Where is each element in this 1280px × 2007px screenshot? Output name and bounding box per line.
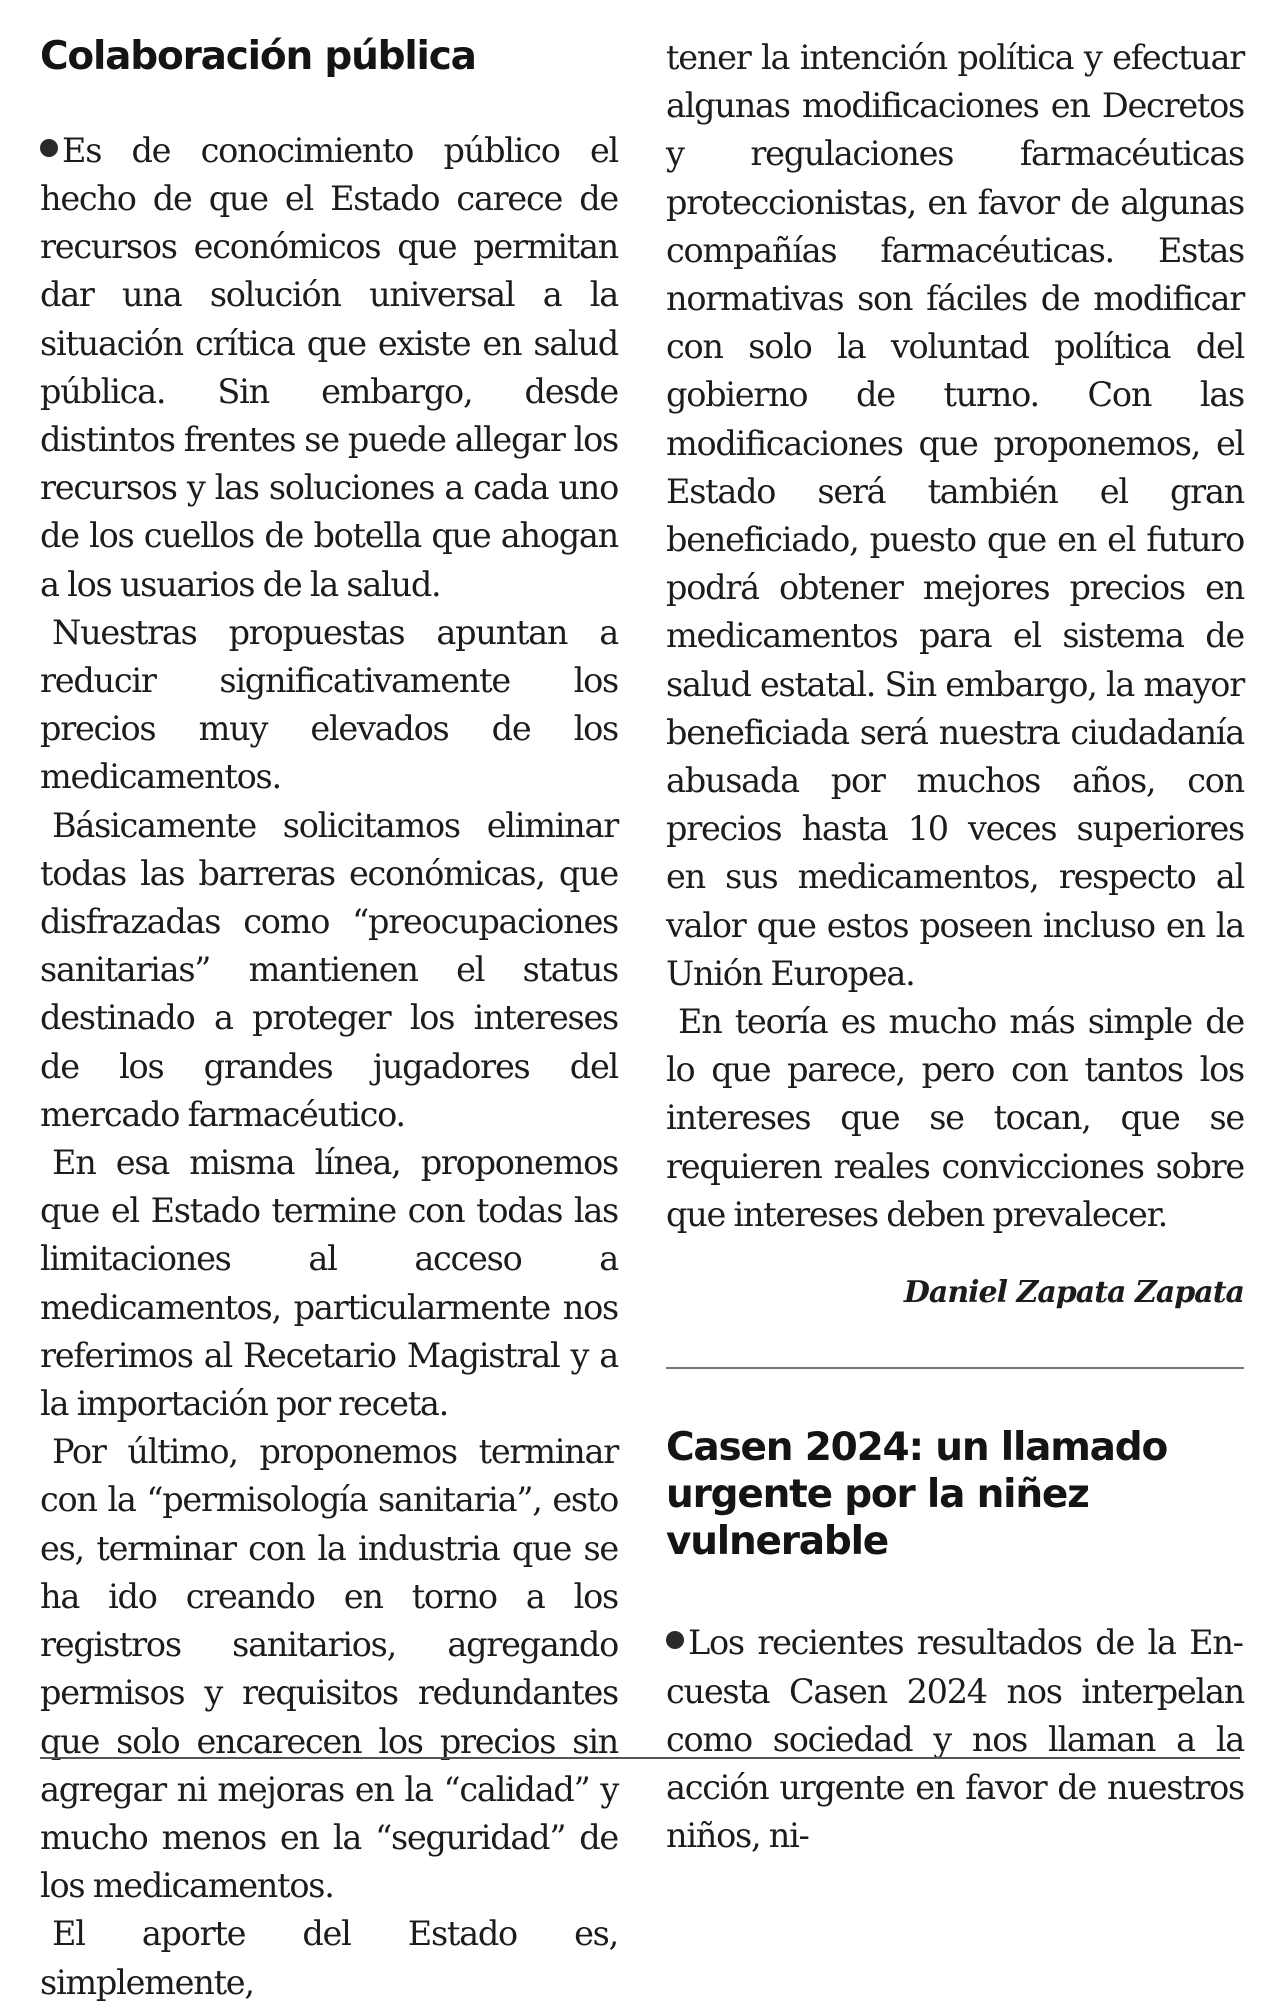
article-body	[666, 1619, 1244, 1860]
paragraph-continued: El aporte del Estado es, simplemente,	[40, 1914, 618, 2002]
paragraph: En teoría es mucho más simple de lo que parece, pero con tantos los intereses que se tocan, que se requieren reales convicciones sobre que intereses deben prevalecer.	[666, 1002, 1244, 1234]
left-column	[40, 34, 618, 2007]
article-title: Colaboración pública	[40, 34, 476, 79]
article-body-continued	[666, 34, 1244, 1239]
bottom-divider	[40, 1757, 1240, 1759]
paragraph: Básicamente solicitamos eliminar todas las barreras económicas, que disfrazadas como “preocupaciones sanitarias” mantienen el status destinado a proteger los intereses de los grandes jugadores del mercado farmacéutico.	[40, 805, 618, 1134]
author-signature: Daniel Zapata Zapata	[903, 1275, 1244, 1311]
paragraph: En esa misma línea, proponemos que el Estado termine con todas las limitaciones al acceso a medicamentos, particularmente nos referimos al Recetario Magistral y a la importación por receta.	[40, 1143, 618, 1424]
paragraph: Nuestras propuestas apuntan a reducir significativamente los precios muy elevados de los medicamentos.	[40, 612, 618, 797]
article-body	[40, 127, 618, 2007]
bullet-icon	[666, 1631, 684, 1649]
paragraph-continuation: tener la intención política y efectuar algunas modificaciones en Decretos y regulaciones farmacéuticas proteccionistas, en favor de algunas compañías farmacéuticas. Estas normativas son fáciles de modificar con solo la voluntad política del gobierno de turno. Con las modificaciones que proponemos, el Estado será también el gran beneficiado, puesto que en el futuro podrá obtener mejores precios en medicamentos para el sistema de salud estatal. Sin embargo, la mayor beneficiada será nuestra ciudadanía abusada por muchos años, con precios hasta 10 veces superiores en sus medicamentos, respecto al valor que estos poseen incluso en la Unión Europea.	[666, 38, 1244, 993]
paragraph: Es de conocimiento público el hecho de que el Estado carece de recursos económicos que permitan dar una solución universal a la situación crítica que existe en salud pública. Sin embargo, desde distintos frentes se puede allegar los recursos y las soluciones a cada uno de los cuellos de botella que ahogan a los usuarios de la salud.	[40, 130, 618, 604]
divider	[666, 1367, 1244, 1369]
right-column	[666, 34, 1244, 1860]
paragraph: Por último, proponemos terminar con la “permisología sanitaria”, esto es, terminar con la industria que se ha ido creando en torno a los registros sanitarios, agregando permisos y requisitos redundantes que solo encarecen los precios sin agregar ni mejoras en la “calidad” y mucho menos en la “seguridad” de los medicamentos.	[40, 1432, 618, 1906]
article-title: Casen 2024: un llamado urgente por la niñez vulnerable	[666, 1425, 1168, 1564]
bullet-icon	[40, 139, 58, 157]
paragraph: Los recientes resultados de la Encuesta Casen 2024 nos interpelan como sociedad y nos llaman a la acción urgente en favor de nuestros niños, ni-	[666, 1623, 1244, 1856]
